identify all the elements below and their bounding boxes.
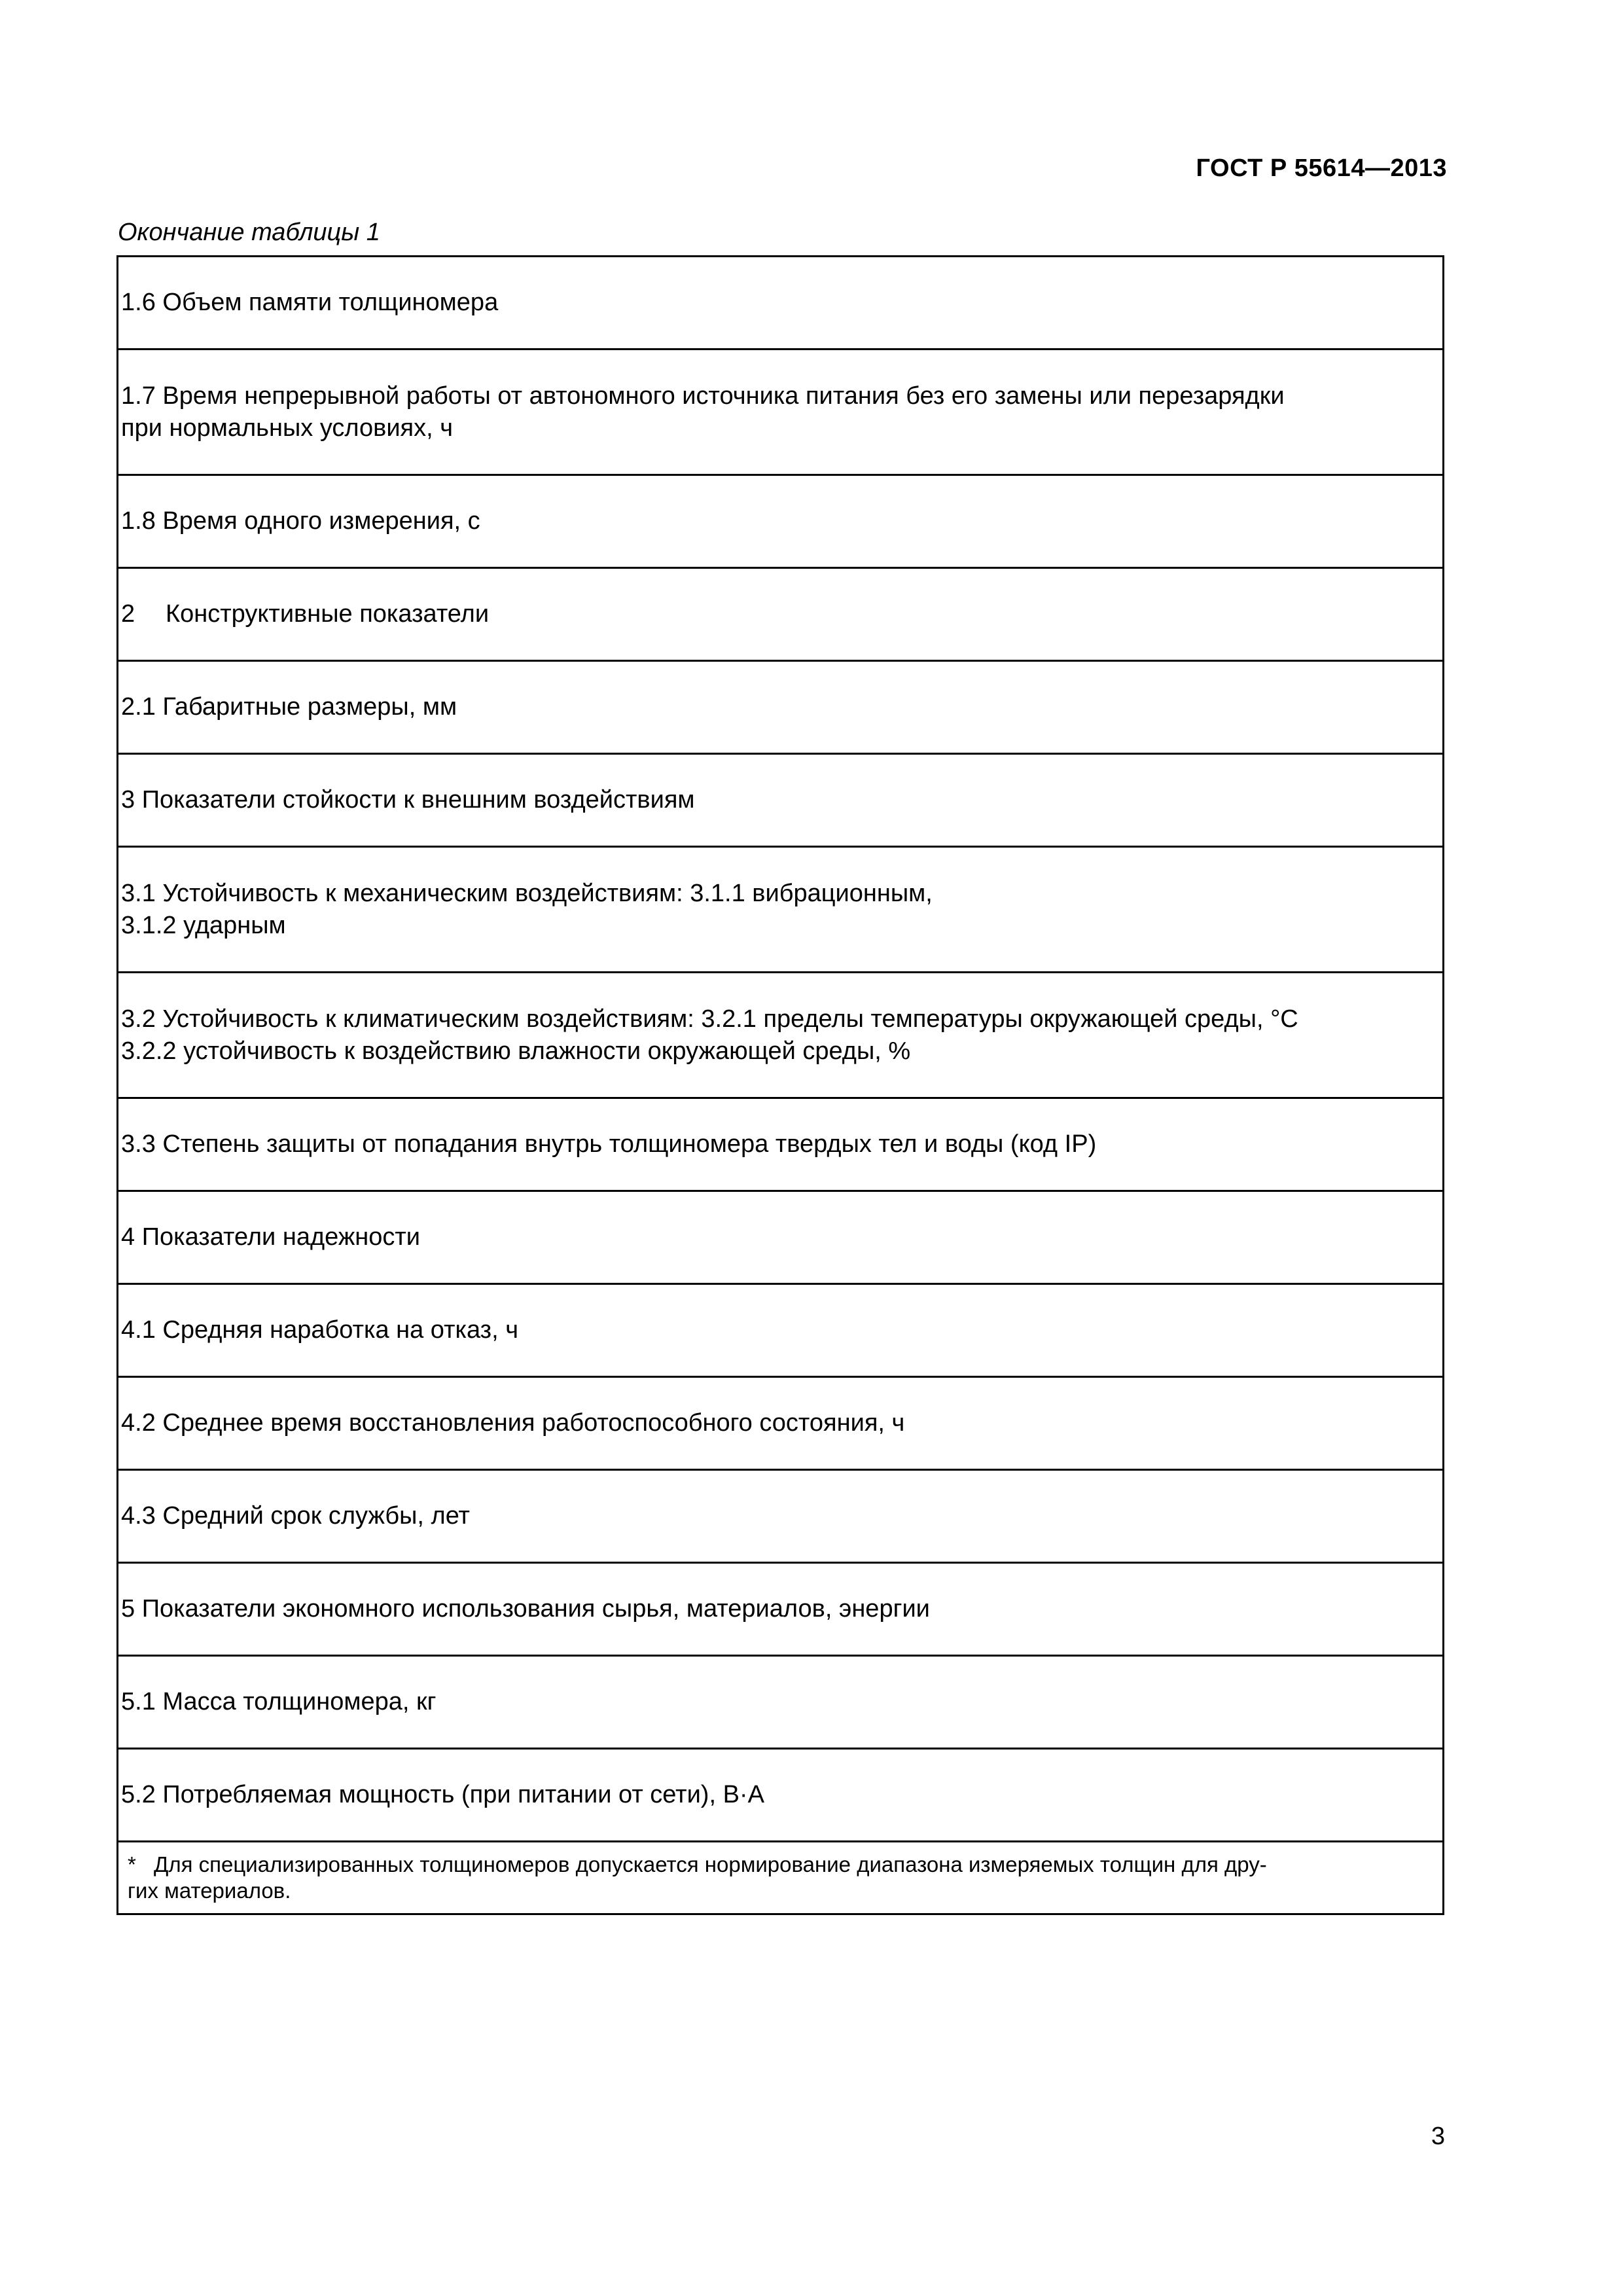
table-row	[118, 568, 1444, 661]
footnote-mark: *	[128, 1852, 136, 1876]
cell-text: 4 Показатели надежности	[121, 1223, 421, 1251]
table-row	[118, 1656, 1444, 1749]
cell-text: 3.1 Устойчивость к механическим воздействиям: 3.1.1 вибрационным,	[121, 879, 933, 907]
table-row	[118, 1563, 1444, 1656]
table-cell	[118, 350, 1444, 475]
table-cell	[118, 568, 1444, 661]
table-cell	[118, 1098, 1444, 1191]
table-footnote-row	[118, 1842, 1444, 1914]
table-row	[118, 350, 1444, 475]
table-cell	[118, 661, 1444, 754]
table-cell	[118, 754, 1444, 847]
table-container	[116, 255, 1444, 1915]
cell-text: 5.1 Масса толщиномера, кг	[121, 1688, 437, 1715]
table-cell	[118, 1749, 1444, 1842]
table-row	[118, 1749, 1444, 1842]
footnote-text: гих материалов.	[128, 1878, 291, 1903]
specification-table	[116, 255, 1444, 1915]
table-cell	[118, 1377, 1444, 1470]
table-row	[118, 754, 1444, 847]
cell-text: 5.2 Потребляемая мощность (при питании от сети), В·А	[121, 1781, 764, 1808]
table-row	[118, 257, 1444, 350]
table-row	[118, 661, 1444, 754]
cell-text: 1.7 Время непрерывной работы от автономного источника питания без его замены или перезарядки	[121, 382, 1285, 410]
table-row	[118, 1470, 1444, 1563]
table-row	[118, 973, 1444, 1098]
cell-text: 3.2.2 устойчивость к воздействию влажности окружающей среды, %	[121, 1037, 911, 1065]
cell-text: 4.3 Средний срок службы, лет	[121, 1502, 470, 1530]
table-cell	[118, 1563, 1444, 1656]
table-caption: Окончание таблицы 1	[118, 219, 380, 246]
cell-text: 4.1 Средняя наработка на отказ, ч	[121, 1316, 519, 1344]
cell-text: 2.1 Габаритные размеры, мм	[121, 693, 457, 721]
table-footnote	[118, 1842, 1444, 1914]
cell-text: при нормальных условиях, ч	[121, 414, 454, 442]
table-row	[118, 1191, 1444, 1284]
cell-text: 3 Показатели стойкости к внешним воздействиям	[121, 786, 695, 814]
cell-text: 1.8 Время одного измерения, с	[121, 507, 480, 535]
table-cell	[118, 1656, 1444, 1749]
section-title: Конструктивные показатели	[166, 600, 490, 628]
table-cell	[118, 1191, 1444, 1284]
document-header: ГОСТ Р 55614—2013	[1196, 154, 1447, 182]
table-cell	[118, 1284, 1444, 1377]
table-row	[118, 847, 1444, 973]
cell-text: 4.2 Среднее время восстановления работоспособного состояния, ч	[121, 1409, 905, 1437]
page-number: 3	[1431, 2123, 1445, 2150]
table-cell	[118, 1470, 1444, 1563]
table-cell	[118, 257, 1444, 350]
table-cell	[118, 973, 1444, 1098]
table-row	[118, 1377, 1444, 1470]
cell-text: 5 Показатели экономного использования сырья, материалов, энергии	[121, 1595, 930, 1623]
cell-text: 3.2 Устойчивость к климатическим воздействиям: 3.2.1 пределы температуры окружающей среды, °С	[121, 1005, 1298, 1033]
table-row	[118, 1284, 1444, 1377]
footnote-text: Для специализированных толщиномеров допускается нормирование диапазона измеряемых толщин для дру-	[154, 1852, 1267, 1876]
section-number: 2	[121, 600, 135, 628]
table-cell	[118, 475, 1444, 568]
cell-text: 3.3 Степень защиты от попадания внутрь толщиномера твердых тел и воды (код IP)	[121, 1130, 1097, 1158]
cell-text: 1.6 Объем памяти толщиномера	[121, 289, 499, 316]
table-row	[118, 1098, 1444, 1191]
table-cell	[118, 847, 1444, 973]
cell-text: 3.1.2 ударным	[121, 911, 286, 939]
table-row	[118, 475, 1444, 568]
